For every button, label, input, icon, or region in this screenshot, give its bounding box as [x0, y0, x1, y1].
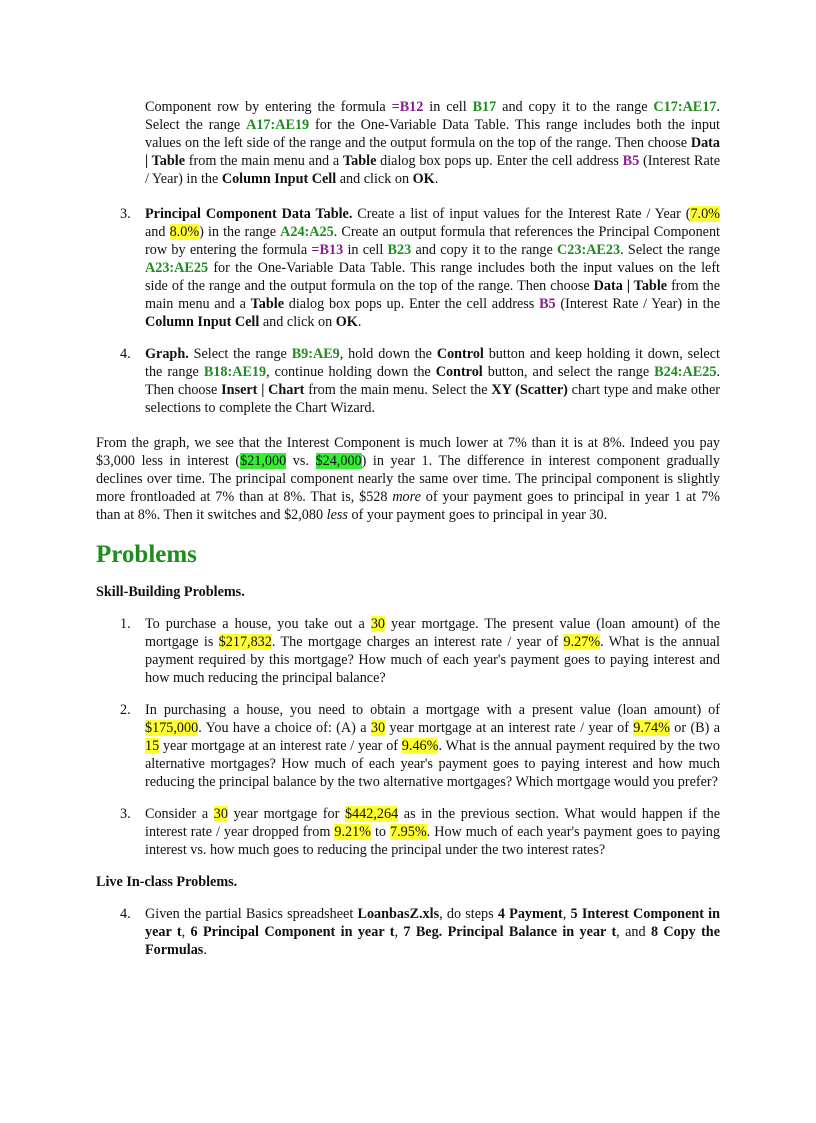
text: dialog box pops up. Enter the cell address — [284, 296, 540, 312]
text: (Interest Rate / Year) in the — [555, 296, 720, 312]
text: of your payment goes to principal in year 30. — [347, 507, 608, 523]
text: vs. — [286, 453, 316, 469]
text: . Create an output formula that references the Principal Component row by entering the formula — [145, 224, 720, 258]
live-in-class-heading: Live In-class Problems. — [96, 874, 238, 890]
text: from the main menu. Select the — [304, 382, 492, 398]
text: . — [357, 314, 362, 330]
text: year mortgage at an interest rate / year of — [159, 738, 402, 754]
text: From the graph, we see that the Interest Component is much lower at 7% than it is at 8%. Indeed you pay $3,000 less in interest ( — [96, 435, 720, 469]
text: as in the previous section. What would happen if the interest rate / year dropped from — [145, 806, 720, 840]
problem-1 — [96, 615, 720, 687]
cell-ref: B5 — [539, 296, 556, 312]
menu-ref: Data | Table — [593, 278, 668, 294]
menu-ref: Data | Table — [145, 135, 720, 169]
highlight-value: 7.0% — [690, 206, 720, 222]
highlight-value: 9.46% — [401, 738, 439, 754]
key-ref: Control — [435, 364, 483, 380]
problem-number: 3. — [120, 806, 131, 822]
highlight-value: 9.27% — [563, 634, 601, 650]
range-ref: A24:A25 — [280, 224, 334, 240]
highlight-value: 9.21% — [334, 824, 371, 840]
text: Select the range — [188, 346, 292, 362]
text: and copy it to the range — [496, 99, 654, 115]
range-ref: C23:AE23 — [557, 242, 621, 258]
text: year mortgage. The present value (loan amount) of the mortgage is — [145, 616, 720, 650]
range-ref: B18:AE19 — [203, 364, 267, 380]
text: . — [434, 171, 439, 187]
emphasis: more — [392, 489, 421, 505]
text: Consider a — [145, 806, 214, 822]
ui-label: OK — [412, 171, 435, 187]
highlight-value: 15 — [145, 738, 160, 754]
range-ref: A17:AE19 — [246, 117, 310, 133]
step-number: 3. — [120, 206, 131, 222]
highlight-value: 30 — [370, 616, 385, 632]
key-ref: Control — [436, 346, 484, 362]
text: or (B) a — [669, 720, 720, 736]
problem-number: 1. — [120, 616, 131, 632]
step-ref: 6 Principal Component in year t — [190, 924, 395, 940]
problems-heading: Problems — [96, 541, 197, 568]
step-number: 4. — [120, 346, 131, 362]
highlight-value: $442,264 — [344, 806, 399, 822]
text: dialog box pops up. Enter the cell address — [376, 153, 623, 169]
text: from the main menu and a — [185, 153, 343, 169]
ui-label: OK — [335, 314, 358, 330]
step-title: Principal Component Data Table. — [145, 206, 353, 222]
problem-3 — [96, 805, 720, 859]
menu-ref: XY (Scatter) — [491, 382, 568, 398]
text: for the One-Variable Data Table. This range includes both the input values on the left side of the range and the output formula on the top of the range. Then choose — [145, 260, 720, 294]
text: Component row by entering the formula — [145, 99, 392, 115]
highlight-value: $24,000 — [315, 453, 362, 469]
highlight-value: 9.74% — [633, 720, 670, 736]
text: for the One-Variable Data Table. This range includes both the input values on the left side of the range and the output formula on the top of the range. Then choose — [145, 117, 720, 151]
highlight-value: 7.95% — [390, 824, 427, 840]
highlight-value: $21,000 — [240, 453, 287, 469]
text: ) in year 1. The difference in interest component gradually declines over time. The principal component nearly the same over time. The principal component is slightly more frontloaded at 7% than at 8%. That is, $528 — [96, 453, 720, 505]
step-ref: 5 Interest Component in year t — [145, 906, 721, 940]
problem-2 — [96, 701, 720, 791]
step-ref: 7 Beg. Principal Balance in year t — [403, 924, 617, 940]
text: To purchase a house, you take out a — [145, 616, 371, 632]
text: Create a list of input values for the Interest Rate / Year ( — [352, 206, 691, 222]
text: . — [203, 942, 207, 958]
text: Given the partial Basics spreadsheet — [145, 906, 358, 922]
text: (Interest Rate / Year) in the — [145, 153, 720, 187]
text: of your payment goes to principal in year 1 at 7% than at 8%. Then it switches and $2,080 — [96, 489, 720, 523]
ui-label: Column Input Cell — [145, 314, 260, 330]
text: in cell — [343, 242, 388, 258]
text: and — [145, 224, 170, 240]
text: . The mortgage charges an interest rate / year of — [271, 634, 564, 650]
text: button, and select the range — [482, 364, 655, 380]
ui-label: Column Input Cell — [221, 171, 337, 187]
highlight-value: $175,000 — [145, 720, 199, 736]
text: button and keep holding it down, select the range — [145, 346, 720, 380]
emphasis: less — [326, 507, 348, 523]
text: in cell — [423, 99, 473, 115]
step-2-continuation — [96, 98, 720, 188]
text: , — [562, 906, 571, 922]
range-ref: A23:AE25 — [145, 260, 209, 276]
text: ) in the range — [199, 224, 281, 240]
formula: =B12 — [391, 99, 424, 115]
problem-4 — [96, 905, 720, 959]
text: and click on — [336, 171, 413, 187]
text: year mortgage for — [227, 806, 345, 822]
text: . What is the annual payment required by this mortgage? How much of each year's payment goes to paying interest and how much reducing the principal balance? — [145, 634, 720, 686]
menu-ref: Table — [342, 153, 377, 169]
formula: =B13 — [311, 242, 344, 258]
text: . What is the annual payment required by the two alternative mortgages? How much of each year's payment goes to paying interest and how much reducing the principal balance by the two alternative mortgages? Which mortgage would you prefer? — [145, 738, 721, 790]
text: chart type and make other selections to complete the Chart Wizard. — [145, 382, 721, 416]
cell-ref: B5 — [622, 153, 640, 169]
text: to — [371, 824, 391, 840]
text: from the main menu and a — [145, 278, 720, 312]
text: , do steps — [439, 906, 498, 922]
text: , hold down the — [339, 346, 437, 362]
highlight-value: $217,832 — [218, 634, 272, 650]
text: . Select the range — [620, 242, 721, 258]
text: , — [394, 924, 404, 940]
range-ref: B24:AE25 — [654, 364, 717, 380]
text: , and — [616, 924, 651, 940]
text: year mortgage at an interest rate / year of — [385, 720, 634, 736]
highlight-value: 30 — [370, 720, 386, 736]
menu-ref: Table — [250, 296, 285, 312]
text: . You have a choice of: (A) a — [198, 720, 371, 736]
text: and copy it to the range — [411, 242, 558, 258]
text: , — [181, 924, 191, 940]
text: . Select the range — [145, 99, 721, 133]
summary-paragraph — [96, 434, 720, 524]
file-name: LoanbasZ.xls — [357, 906, 440, 922]
text: In purchasing a house, you need to obtain a mortgage with a present value (loan amount) of — [145, 702, 720, 718]
document-page — [96, 98, 720, 973]
range-ref: C17:AE17 — [653, 99, 717, 115]
text: and click on — [259, 314, 336, 330]
highlight-value: 30 — [213, 806, 228, 822]
step-4 — [96, 345, 720, 417]
step-3 — [96, 205, 720, 331]
step-title: Graph. — [145, 346, 189, 362]
text: . How much of each year's payment goes to paying interest vs. how much goes to reducing the principal under the two interest rates? — [145, 824, 720, 858]
step-ref: 4 Payment — [497, 906, 563, 922]
text: . Then choose — [145, 364, 720, 398]
problem-number: 2. — [120, 702, 131, 718]
problem-number: 4. — [120, 906, 131, 922]
cell-ref: B23 — [387, 242, 412, 258]
highlight-value: 8.0% — [169, 224, 200, 240]
step-ref: 8 Copy the Formulas — [145, 924, 720, 958]
text: , continue holding down the — [266, 364, 436, 380]
skill-building-heading: Skill-Building Problems. — [96, 584, 245, 600]
menu-ref: Insert | Chart — [221, 382, 305, 398]
cell-ref: B17 — [472, 99, 497, 115]
range-ref: B9:AE9 — [291, 346, 340, 362]
